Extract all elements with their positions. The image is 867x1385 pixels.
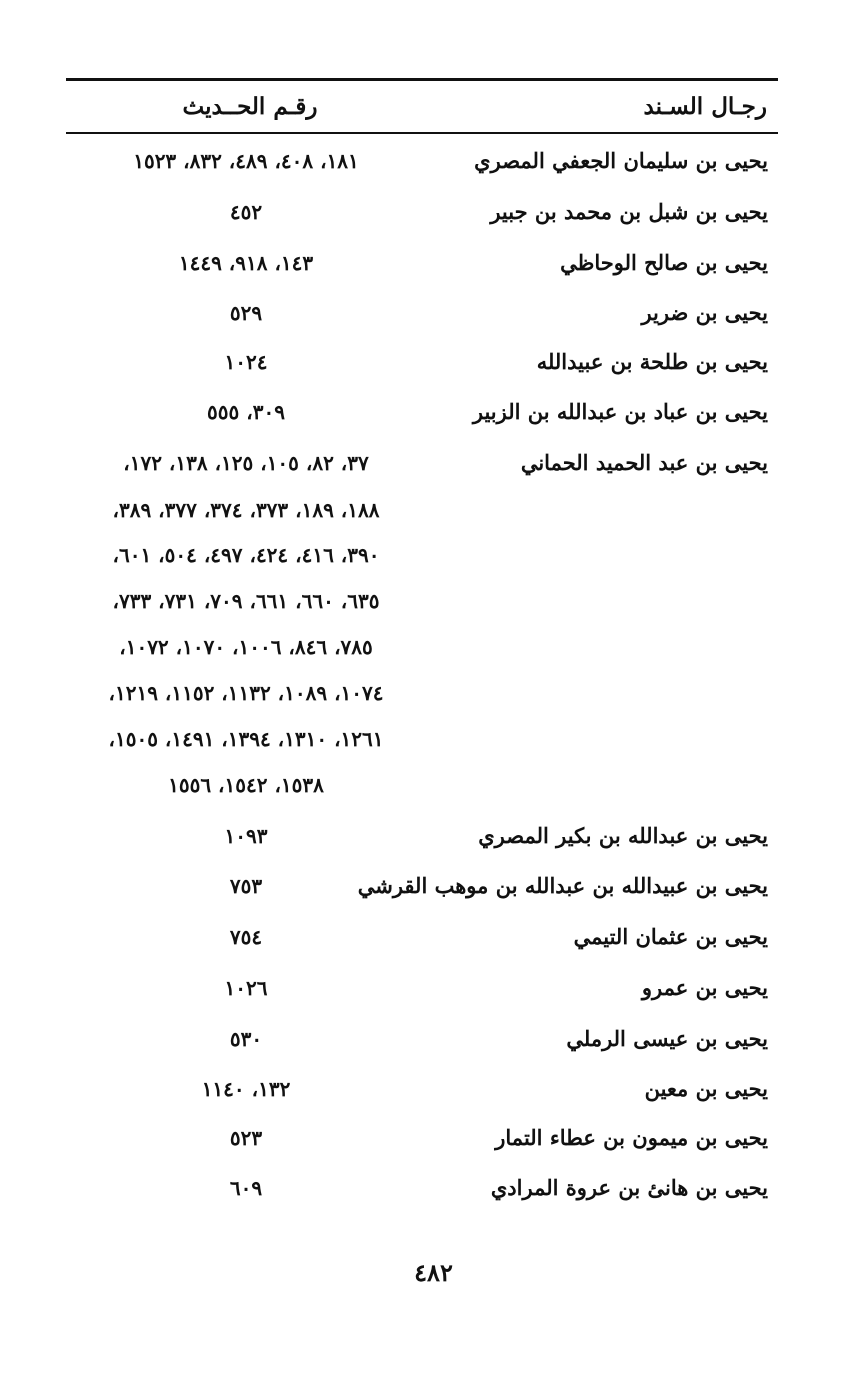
narrator-name: يحيى بن طلحة بن عبيدالله xyxy=(536,349,768,374)
header-rule xyxy=(66,132,778,134)
hadith-numbers: ١٠٩٣ xyxy=(224,824,268,848)
hadith-numbers-continued: ٣٩٠، ٤١٦، ٤٢٤، ٤٩٧، ٥٠٤، ٦٠١، xyxy=(112,543,380,567)
narrator-name: يحيى بن عبد الحميد الحماني xyxy=(520,450,768,475)
hadith-numbers: ٥٢٩ xyxy=(229,301,263,325)
hadith-numbers-continued: ١٢٦١، ١٣١٠، ١٣٩٤، ١٤٩١، ١٥٠٥، xyxy=(108,727,384,751)
narrator-name: يحيى بن عباد بن عبدالله بن الزبير xyxy=(472,399,768,424)
hadith-numbers-continued: ١٥٣٨، ١٥٤٢، ١٥٥٦ xyxy=(168,773,324,797)
table-row xyxy=(66,189,778,235)
hadith-numbers: ١٨١، ٤٠٨، ٤٨٩، ٨٣٢، ١٥٢٣ xyxy=(133,149,359,173)
page-number: ٤٨٢ xyxy=(414,1258,453,1287)
table-row xyxy=(66,240,778,286)
narrator-name: يحيى بن معين xyxy=(644,1076,768,1101)
narrator-name: يحيى بن صالح الوحاظي xyxy=(560,250,768,275)
hadith-numbers-continued: ١٨٨، ١٨٩، ٣٧٣، ٣٧٤، ٣٧٧، ٣٨٩، xyxy=(112,498,380,522)
hadith-numbers: ٧٥٣ xyxy=(229,874,263,898)
table-row xyxy=(66,914,778,960)
hadith-numbers-continued: ٧٨٥، ٨٤٦، ١٠٠٦، ١٠٧٠، ١٠٧٢، xyxy=(119,635,373,659)
table-row xyxy=(66,863,778,909)
table-row xyxy=(66,1115,778,1161)
hadith-numbers: ١٠٢٤ xyxy=(224,350,268,374)
narrator-name: يحيى بن عثمان التيمي xyxy=(573,924,768,949)
hadith-numbers-continued: ٦٣٥، ٦٦٠، ٦٦١، ٧٠٩، ٧٣١، ٧٣٣، xyxy=(112,589,380,613)
narrator-name: يحيى بن ضرير xyxy=(641,300,768,325)
hadith-numbers: ٧٥٤ xyxy=(229,925,263,949)
hadith-numbers: ١٤٣، ٩١٨، ١٤٤٩ xyxy=(178,251,314,275)
narrator-name: يحيى بن سليمان الجعفي المصري xyxy=(474,148,768,173)
narrator-name: يحيى بن عمرو xyxy=(641,975,768,1000)
narrator-name: يحيى بن ميمون بن عطاء التمار xyxy=(495,1125,768,1150)
hadith-numbers: ٣٠٩، ٥٥٥ xyxy=(207,400,285,424)
hadith-numbers: ٥٣٠ xyxy=(229,1027,263,1051)
column-header-hadith-number: رقـم الحــديث xyxy=(182,93,318,120)
table-row xyxy=(66,290,778,336)
hadith-numbers: ٤٥٢ xyxy=(229,200,263,224)
narrator-name: يحيى بن عبدالله بن بكير المصري xyxy=(478,823,768,848)
narrator-name: يحيى بن عيسى الرملي xyxy=(566,1026,768,1051)
column-header-narrators: رجـال السـند xyxy=(643,93,767,120)
hadith-numbers: ١٠٢٦ xyxy=(224,976,268,1000)
table-row xyxy=(66,1016,778,1062)
table-row xyxy=(66,339,778,385)
table-row xyxy=(66,1165,778,1211)
table-row xyxy=(66,138,778,184)
top-rule xyxy=(66,78,778,81)
hadith-numbers: ٥٢٣ xyxy=(229,1126,263,1150)
narrator-name: يحيى بن شبل بن محمد بن جبير xyxy=(490,199,768,224)
narrator-name: يحيى بن هانئ بن عروة المرادي xyxy=(490,1175,768,1200)
table-row xyxy=(66,965,778,1011)
table-row xyxy=(66,389,778,435)
hadith-numbers-continued: ١٠٧٤، ١٠٨٩، ١١٣٢، ١١٥٢، ١٢١٩، xyxy=(108,681,384,705)
narrator-name: يحيى بن عبيدالله بن عبدالله بن موهب القرشي xyxy=(357,873,768,898)
table-row xyxy=(66,440,778,486)
table-row xyxy=(66,1066,778,1112)
hadith-numbers: ١٣٢، ١١٤٠ xyxy=(201,1077,291,1101)
hadith-numbers: ٣٧، ٨٢، ١٠٥، ١٢٥، ١٣٨، ١٧٢، xyxy=(123,451,369,475)
table-row xyxy=(66,813,778,859)
hadith-numbers: ٦٠٩ xyxy=(229,1176,263,1200)
